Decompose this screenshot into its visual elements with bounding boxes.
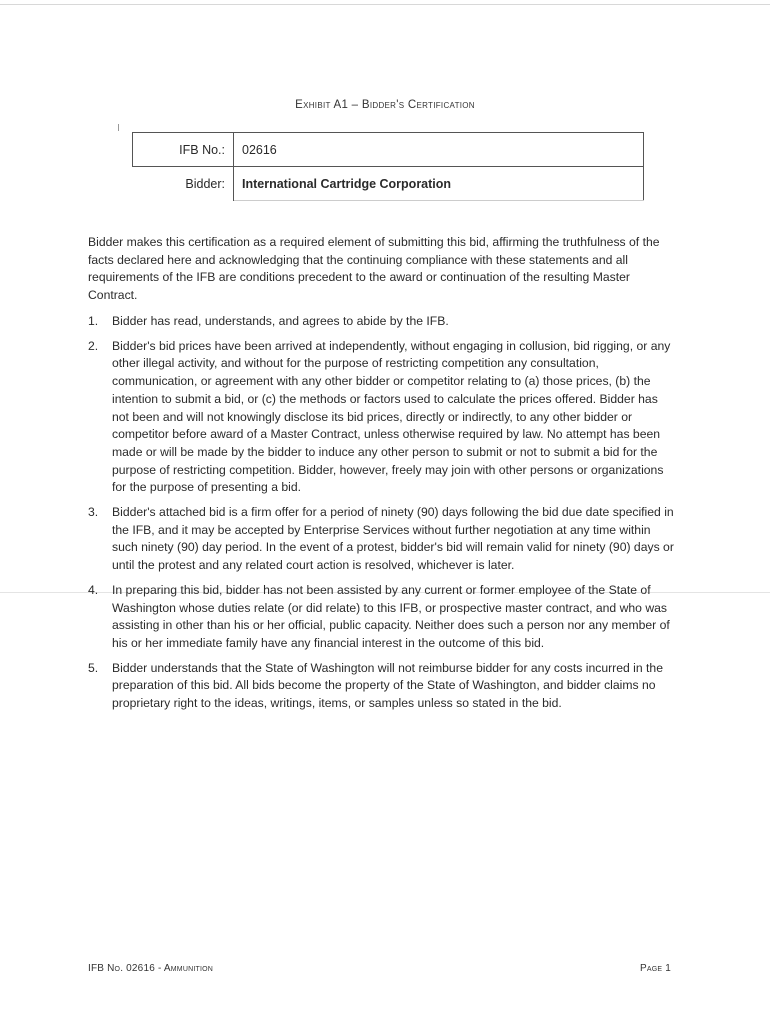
list-item [88, 582, 676, 653]
scan-mark [118, 124, 119, 131]
list-item-text: Bidder understands that the State of Washington will not reimburse bidder for any costs incurred in the preparation of this bid. All bids become the property of the State of Washington, and bidder claims no proprietary right to the ideas, writings, items, or samples unless so stated in the bid. [112, 660, 663, 711]
list-item-number: 2. [88, 338, 99, 353]
list-item [88, 338, 676, 497]
certification-list [88, 313, 676, 720]
ifb-row [133, 133, 644, 167]
list-item-number: 1. [88, 314, 99, 328]
list-item-text: Bidder's attached bid is a firm offer for a period of ninety (90) days following the bid due date specified in the IFB, and it may be accepted by Enterprise Services without further negotiation at any time within such ninety (90) day period. In the event of a protest, bidder's bid will remain valid for ninety (90) days or until the protest and any related court action is resolved, whichever is later. [112, 505, 674, 573]
scan-edge-line [0, 4, 770, 5]
bid-info-table [132, 132, 644, 201]
bidder-label: Bidder: [133, 167, 234, 201]
bidder-row [133, 167, 644, 201]
bidder-value: International Cartridge Corporation [234, 167, 644, 201]
list-item-number: 4. [88, 582, 99, 597]
list-item [88, 660, 676, 713]
ifb-label: IFB No.: [133, 133, 234, 167]
intro-paragraph: Bidder makes this certification as a required element of submitting this bid, affirming the truthfulness of the facts declared here and acknowledging that the continuing compliance with these statements and all requirements of the IFB are conditions precedent to the award or continuation of the resulting Master Contract. [88, 235, 660, 303]
ifb-value: 02616 [234, 133, 644, 167]
list-item-text: Bidder has read, understands, and agrees to abide by the IFB. [112, 314, 449, 328]
footer-page-number: Page 1 [640, 963, 671, 974]
document-title: Exhibit A1 – Bidder's Certification [295, 99, 475, 111]
list-item-number: 5. [88, 660, 99, 675]
list-item [88, 504, 676, 575]
list-item-text: Bidder's bid prices have been arrived at independently, without engaging in collusion, bid rigging, or any other illegal activity, and without for the purpose of restricting competition any consultation, communication, or agreement with any other bidder or competitor relating to (a) those prices, (b) the intention to submit a bid, or (c) the methods or factors used to calculate the prices offered. Bidder has not been and will not knowingly disclose its bid prices, directly or indirectly, to any other bidder or competitor before award of a Master Contract, unless otherwise required by law. No attempt has been made or will be made by the bidder to induce any other person to submit or not to submit a bid for the purpose of restricting competition. Bidder, however, freely may join with other persons or organizations for the purpose of presenting a bid. [112, 338, 671, 495]
list-item-number: 3. [88, 505, 99, 520]
list-item-text: In preparing this bid, bidder has not been assisted by any current or former employee of the State of Washington whose duties relate (or did relate) to this IFB, or prospective master contract, and who was assisting in other than his or her official, public capacity. Neither does such a person nor any member of his or her immediate family have any financial interest in the outcome of this bid. [112, 582, 670, 650]
footer-document-id: IFB No. 02616 - Ammunition [88, 963, 214, 974]
list-item [88, 313, 676, 331]
